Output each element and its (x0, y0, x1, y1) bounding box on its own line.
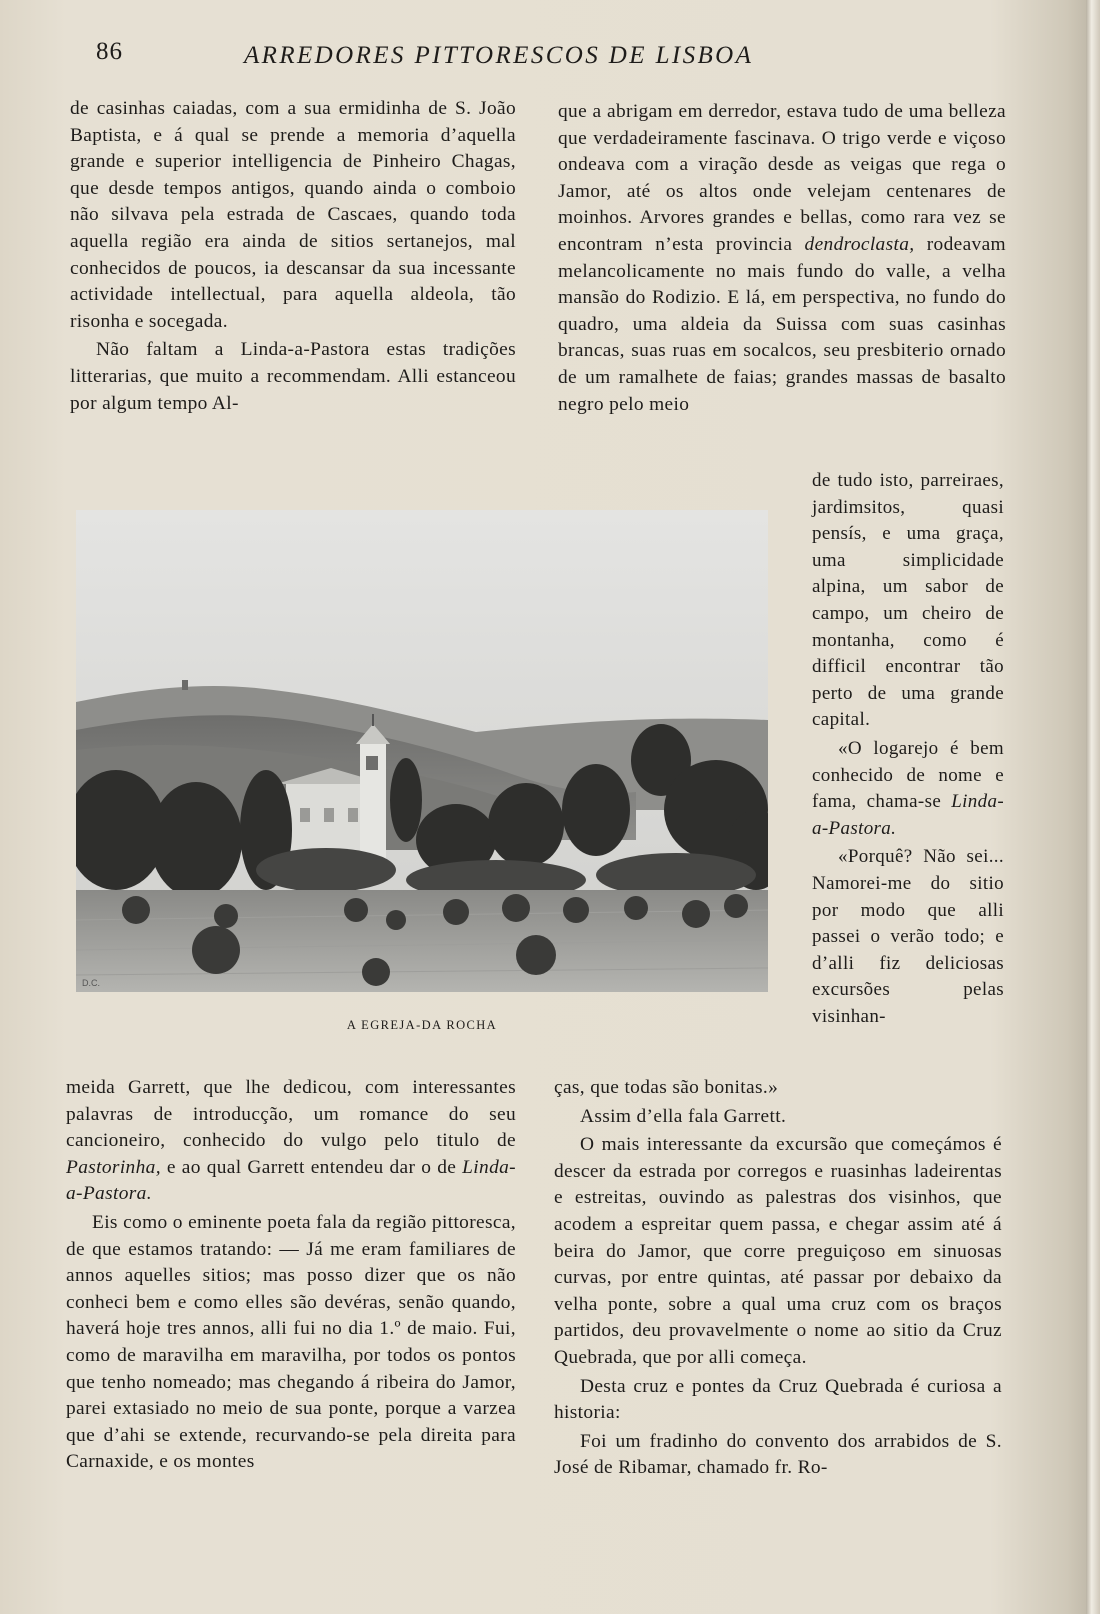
paragraph: de casinhas caiadas, com a sua ermidinha de S. João Baptista, e á qual se prende a memoria d’aquella grande e superior intelligencia de Pinheiro Chagas, que desde tempos antigos, quando ainda o comboio não silvava pela estrada de Cascaes, quando toda aquella região era ainda de sitios sertanejos, mal conhecidos de poucos, ia descansar da sua incessante actividade intellectual, para aquella aldeola, tão risonha e socegada. (70, 98, 516, 332)
paragraph: Foi um fradinho do convento dos arrabidos de S. José de Ribamar, chamado fr. Ro- (554, 1430, 1002, 1479)
column-1-lower (66, 1075, 516, 1476)
paragraph: Não faltam a Linda-a-Pastora estas tradições litterarias, que muito a recommendam. Alli estanceou por algum tempo Al- (70, 339, 516, 414)
page-number: 86 (96, 38, 123, 65)
word-dendroclasta: dendroclasta, (804, 233, 915, 255)
name-linda-a-pastora: Linda-a-Pastora. (812, 791, 1004, 839)
photograph-church (76, 510, 768, 992)
paragraph: «Porquê? Não sei... Namorei-me do sitio por modo que alli passei o verão todo; e d’alli fiz deliciosas excursões pelas visinhan- (812, 846, 1004, 1027)
paragraph: Eis como o eminente poeta fala da região pittoresca, de que estamos tratando: — Já me eram familiares de annos aquelles sitios; mas posso dizer que os não conheci bem e como elles são devéras, senão quando, haverá hoje tres annos, alli fui no dia 1.º de maio. Fui, como de maravilha em maravilha, por todos os pontos que tenho nomeado; mas chegando á ribeira do Jamor, parei extasiado no meio de sua ponte, porque a varzea que d’ahi se extende, recurvando-se pela direita para Carnaxide, e os montes (66, 1211, 516, 1473)
column-2-upper (558, 99, 1006, 418)
column-2-lower (554, 1075, 1002, 1482)
paragraph: Assim d’ella fala Garrett. (580, 1105, 787, 1127)
paragraph: que a abrigam em derredor, estava tudo de uma belleza que verdadeiramente fascinava. O trigo verde e viçoso ondeava com a viração desde as veigas que rega o Jamor, até os altos onde velejam centenares de moinhos. Arvores grandes e bellas, como rara vez se encontram n’esta provincia dendroclasta, rodeavam melancolicamente no mais fundo do valle, a velha mansão do Rodizio. E lá, em perspectiva, no fundo do quadro, uma aldeia da Suissa com suas casinhas brancas, suas ruas em socalcos, seu presbiterio ornado de um ramalhete de faias; grandes massas de basalto negro pelo meio (558, 101, 1006, 415)
photo-caption: A EGREJA-DA ROCHA (346, 1018, 498, 1032)
column-1-upper (70, 96, 516, 417)
paragraph: Desta cruz e pontes da Cruz Quebrada é curiosa a historia: (554, 1375, 1002, 1424)
page-edge (1086, 0, 1100, 1614)
running-title: ARREDORES PITTORESCOS DE LISBOA (244, 42, 754, 69)
title-pastorinha: Pastorinha, (66, 1156, 161, 1178)
paragraph: ças, que todas são bonitas.» (554, 1077, 779, 1098)
svg-text:D.C.: D.C. (82, 978, 100, 988)
paragraph: O mais interessante da excursão que começámos é descer da estrada por corregos e ruasinhas ladeirentas e estreitas, ouvindo as palestras dos visinhos, que acodem a espreitar quem passa, e chegar assim até á beira do Jamor, que corre preguiçoso em sinuosas curvas, por entre quintas, até passar por debaixo da velha ponte, sobre a qual uma cruz com os braços partidos, deu provavelmente o nome ao sitio da Cruz Quebrada, que por alli começa. (554, 1134, 1002, 1368)
column-2-narrow (812, 468, 1004, 1030)
paragraph: «O logarejo é bem conhecido de nome e fama, chama-se Linda-a-Pastora. (812, 737, 1004, 839)
title-linda-a-pastora: Linda-a-Pastora. (66, 1156, 516, 1205)
paragraph: meida Garrett, que lhe dedicou, com interessantes palavras de introducção, um romance do seu cancioneiro, conhecido do vulgo pelo titulo de Pastorinha, e ao qual Garrett entendeu dar o de Linda-a-Pastora. (66, 1077, 516, 1205)
paragraph: de tudo isto, parreiraes, jardimsitos, quasi pensís, e uma graça, uma simplicidade alpina, um sabor de campo, um cheiro de montanha, como é difficil encontrar tão perto de uma grande capital. (812, 470, 1004, 731)
